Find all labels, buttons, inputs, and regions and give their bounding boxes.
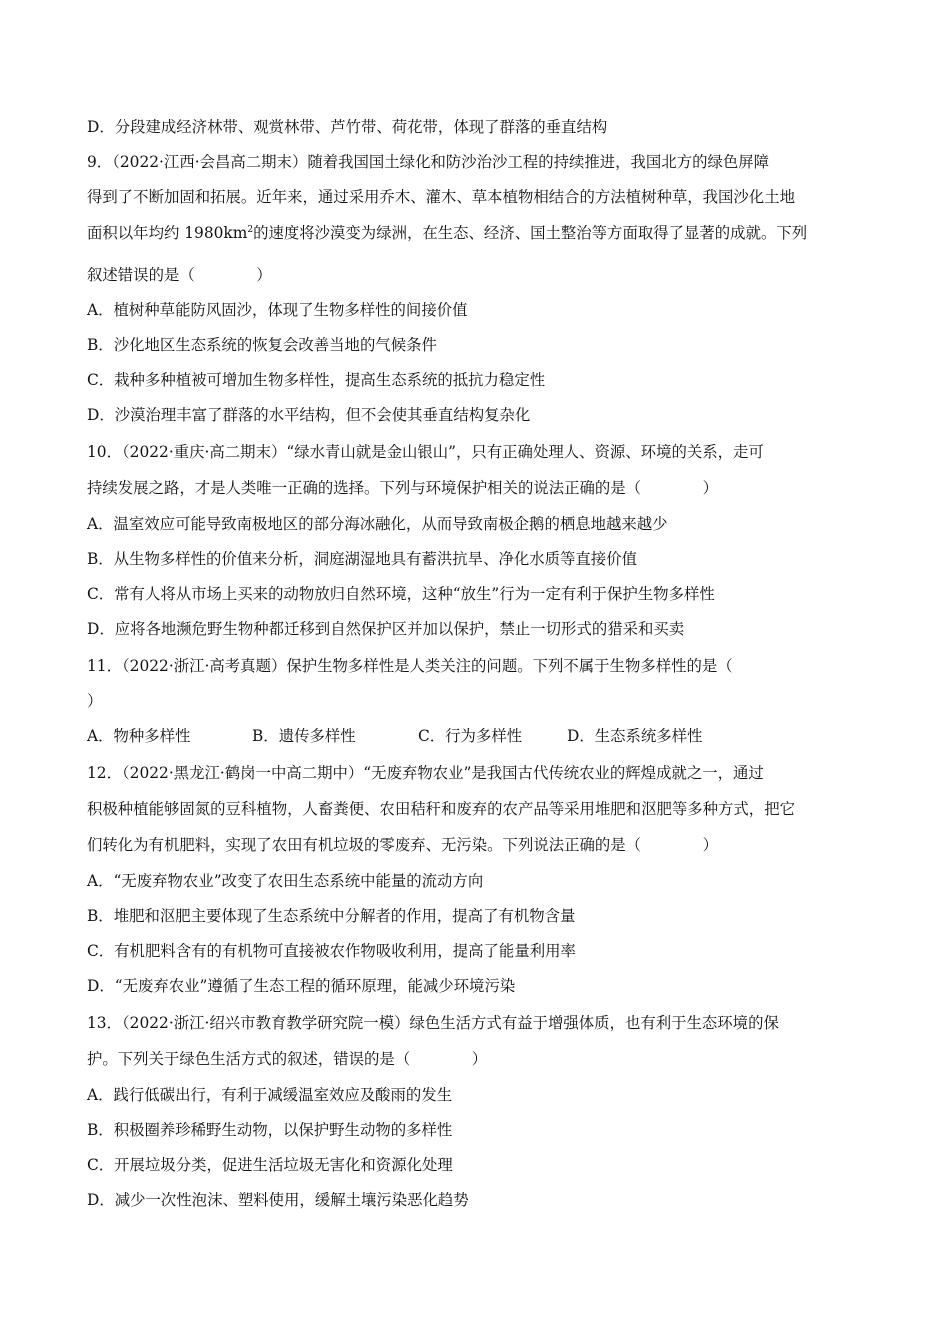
option-b: B．从生物多样性的价值来分析，洞庭湖湿地具有蓄洪抗旱、净化水质等直接价值 — [87, 550, 637, 568]
question-stem: 12．（2022·黑龙江·鹤岗一中高二期中）“无废弃物农业”是我国古代传统农业的辉煌成就之一，通过 — [87, 764, 764, 782]
question-stem: 13．（2022·浙江·绍兴市教育教学研究院一模）绿色生活方式有益于增强体质，也有利于生态环境的保 — [87, 1014, 779, 1032]
option-b: B．堆肥和沤肥主要体现了生态系统中分解者的作用，提高了有机物含量 — [87, 907, 576, 925]
superscript: 2 — [247, 225, 254, 235]
option-a: A．践行低碳出行，有利于减缓温室效应及酸雨的发生 — [87, 1086, 453, 1104]
question-stem: 10．（2022·重庆·高二期末）“绿水青山就是金山银山”，只有正确处理人、资源、环境的关系，走可 — [87, 443, 764, 461]
question-stem: 积极种植能够固氮的豆科植物，人畜粪便、农田秸秆和废弃的农产品等采用堆肥和沤肥等多种方式，把它 — [87, 800, 795, 818]
option-d: D．“无废弃农业”遵循了生态工程的循环原理，能减少环境污染 — [87, 977, 516, 995]
option-b: B．沙化地区生态系统的恢复会改善当地的气候条件 — [87, 336, 437, 354]
question-stem: 叙述错误的是（ ） — [87, 266, 272, 284]
option-a: A．“无废弃物农业”改变了农田生态系统中能量的流动方向 — [87, 872, 484, 890]
option-b: B．遗传多样性 — [252, 727, 356, 745]
option-c: C．有机肥料含有的有机物可直接被农作物吸收利用，提高了能量利用率 — [87, 942, 576, 960]
option-c: C．常有人将从市场上买来的动物放归自然环境，这种“放生”行为一定有利于保护生物多样性 — [87, 585, 715, 603]
question-stem — [87, 222, 807, 244]
question-stem: 11．（2022·浙江·高考真题）保护生物多样性是人类关注的问题。下列不属于生物多样性的是（ — [87, 657, 733, 675]
option-c: C．行为多样性 — [418, 727, 523, 745]
option-a: A．植树种草能防风固沙，体现了生物多样性的间接价值 — [87, 301, 468, 319]
question-stem: 们转化为有机肥料，实现了农田有机垃圾的零废弃、无污染。下列说法正确的是（ ） — [87, 836, 719, 854]
option-d: D．应将各地濒危野生物种都迁移到自然保护区并加以保护，禁止一切形式的猎采和买卖 — [87, 620, 685, 638]
question-stem: 护。下列关于绿色生活方式的叙述，错误的是（ ） — [87, 1050, 488, 1068]
question-stem: 9．（2022·江西·会昌高二期末）随着我国国土绿化和防沙治沙工程的持续推进，我国北方的绿色屏障 — [87, 153, 770, 171]
option-d: D．沙漠治理丰富了群落的水平结构，但不会使其垂直结构复杂化 — [87, 406, 531, 424]
option-d: D．分段建成经济林带、观赏林带、芦竹带、荷花带，体现了群落的垂直结构 — [87, 118, 608, 136]
options-row — [87, 725, 702, 747]
option-b: B．积极圈养珍稀野生动物，以保护野生动物的多样性 — [87, 1121, 453, 1139]
question-stem: 持续发展之路，才是人类唯一正确的选择。下列与环境保护相关的说法正确的是（ ） — [87, 479, 719, 497]
option-d: D．生态系统多样性 — [567, 727, 703, 745]
option-c: C．栽种多种植被可增加生物多样性，提高生态系统的抵抗力稳定性 — [87, 371, 546, 389]
question-stem: 得到了不断加固和拓展。近年来，通过采用乔木、灌木、草本植物相结合的方法植树种草，我国沙化土地 — [87, 188, 795, 206]
option-a: A．物种多样性 — [87, 727, 191, 745]
option-c: C．开展垃圾分类，促进生活垃圾无害化和资源化处理 — [87, 1156, 453, 1174]
question-stem: ） — [87, 692, 103, 710]
stem-part: 的速度将沙漠变为绿洲，在生态、经济、国土整治等方面取得了显著的成就。下列 — [253, 224, 808, 242]
option-a: A．温室效应可能导致南极地区的部分海冰融化，从而导致南极企鹅的栖息地越来越少 — [87, 515, 668, 533]
option-d: D．减少一次性泡沫、塑料使用，缓解土壤污染恶化趋势 — [87, 1191, 469, 1209]
stem-part: 面积以年均约 1980km — [87, 224, 248, 242]
